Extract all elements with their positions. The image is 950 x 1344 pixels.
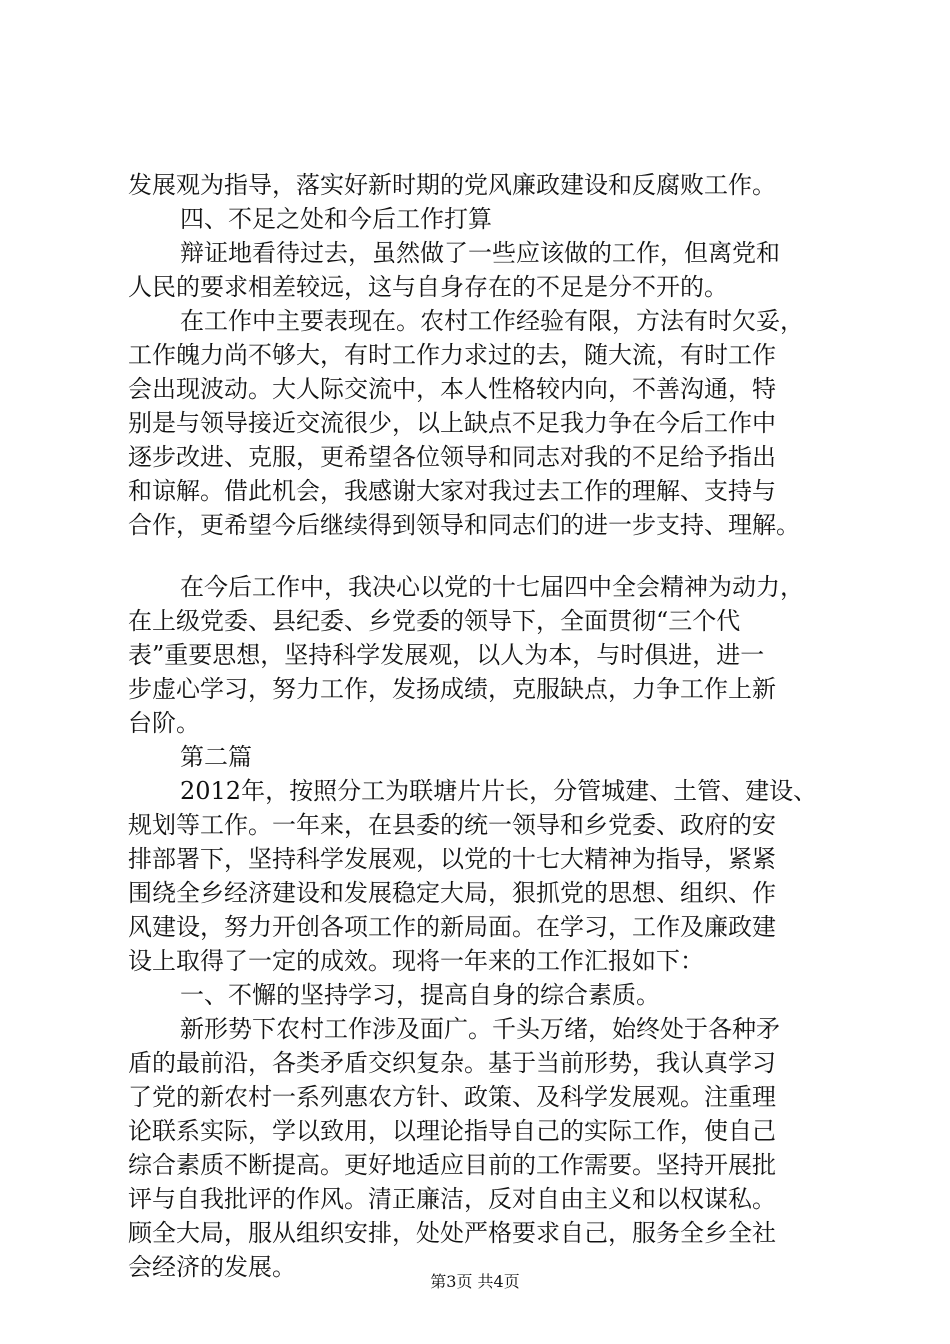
text-line: 排部署下，坚持科学发展观，以党的十七大精神为指导，紧紧	[128, 845, 776, 873]
text-line: 风建设，努力开创各项工作的新局面。在学习，工作及廉政建	[128, 913, 776, 941]
page-footer: 第3页 共4页	[430, 1272, 520, 1291]
chapter-heading: 第二篇	[180, 743, 252, 771]
text-line: 综合素质不断提高。更好地适应目前的工作需要。坚持开展批	[128, 1151, 776, 1179]
text-line: 会出现波动。大人际交流中，本人性格较内向，不善沟通，特	[128, 375, 776, 403]
text-line: 在今后工作中，我决心以党的十七届四中全会精神为动力，	[180, 573, 804, 601]
text-line: 辩证地看待过去，虽然做了一些应该做的工作，但离党和	[180, 239, 780, 267]
paragraph-gap	[128, 542, 852, 570]
text-line: 新形势下农村工作涉及面广。千头万绪，始终处于各种矛	[180, 1015, 780, 1043]
text-line: 顾全大局，服从组织安排，处处严格要求自己，服务全乡全社	[128, 1219, 776, 1247]
text-line: 合作，更希望今后继续得到领导和同志们的进一步支持、理解。	[128, 511, 800, 539]
text-line: 别是与领导接近交流很少，以上缺点不足我力争在今后工作中	[128, 409, 776, 437]
text-line: 规划等工作。一年来，在县委的统一领导和乡党委、政府的安	[128, 811, 776, 839]
text-line: 和谅解。借此机会，我感谢大家对我过去工作的理解、支持与	[128, 477, 776, 505]
text-line: 2012年，按照分工为联塘片片长，分管城建、土管、建设、	[180, 777, 818, 805]
text-line: 逐步改进、克服，更希望各位领导和同志对我的不足给予指出	[128, 443, 776, 471]
text-line: 论联系实际，学以致用，以理论指导自己的实际工作，使自己	[128, 1117, 776, 1145]
text-line: 会经济的发展。	[128, 1253, 296, 1281]
text-line: 评与自我批评的作风。清正廉洁，反对自由主义和以权谋私。	[128, 1185, 776, 1213]
text-line: 步虚心学习，努力工作，发扬成绩，克服缺点，力争工作上新	[128, 675, 776, 703]
text-line: 了党的新农村一系列惠农方针、政策、及科学发展观。注重理	[128, 1083, 776, 1111]
section-heading: 一、不懈的坚持学习，提高自身的综合素质。	[180, 981, 660, 1009]
text-line: 围绕全乡经济建设和发展稳定大局，狠抓党的思想、组织、作	[128, 879, 776, 907]
text-line: 台阶。	[128, 709, 200, 737]
text-line: 发展观为指导，落实好新时期的党风廉政建设和反腐败工作。	[128, 171, 776, 199]
text-line: 工作魄力尚不够大，有时工作力求过的去，随大流，有时工作	[128, 341, 776, 369]
document-body	[128, 168, 852, 1284]
text-line: 在工作中主要表现在。农村工作经验有限，方法有时欠妥，	[180, 307, 804, 335]
text-line: 表”重要思想，坚持科学发展观，以人为本，与时俱进，进一	[128, 641, 765, 669]
text-line: 盾的最前沿，各类矛盾交织复杂。基于当前形势，我认真学习	[128, 1049, 776, 1077]
section-heading: 四、不足之处和今后工作打算	[180, 205, 492, 233]
text-line: 人民的要求相差较远，这与自身存在的不足是分不开的。	[128, 273, 728, 301]
text-line: 在上级党委、县纪委、乡党委的领导下，全面贯彻“三个代	[128, 607, 741, 635]
text-line: 设上取得了一定的成效。现将一年来的工作汇报如下：	[128, 947, 704, 975]
